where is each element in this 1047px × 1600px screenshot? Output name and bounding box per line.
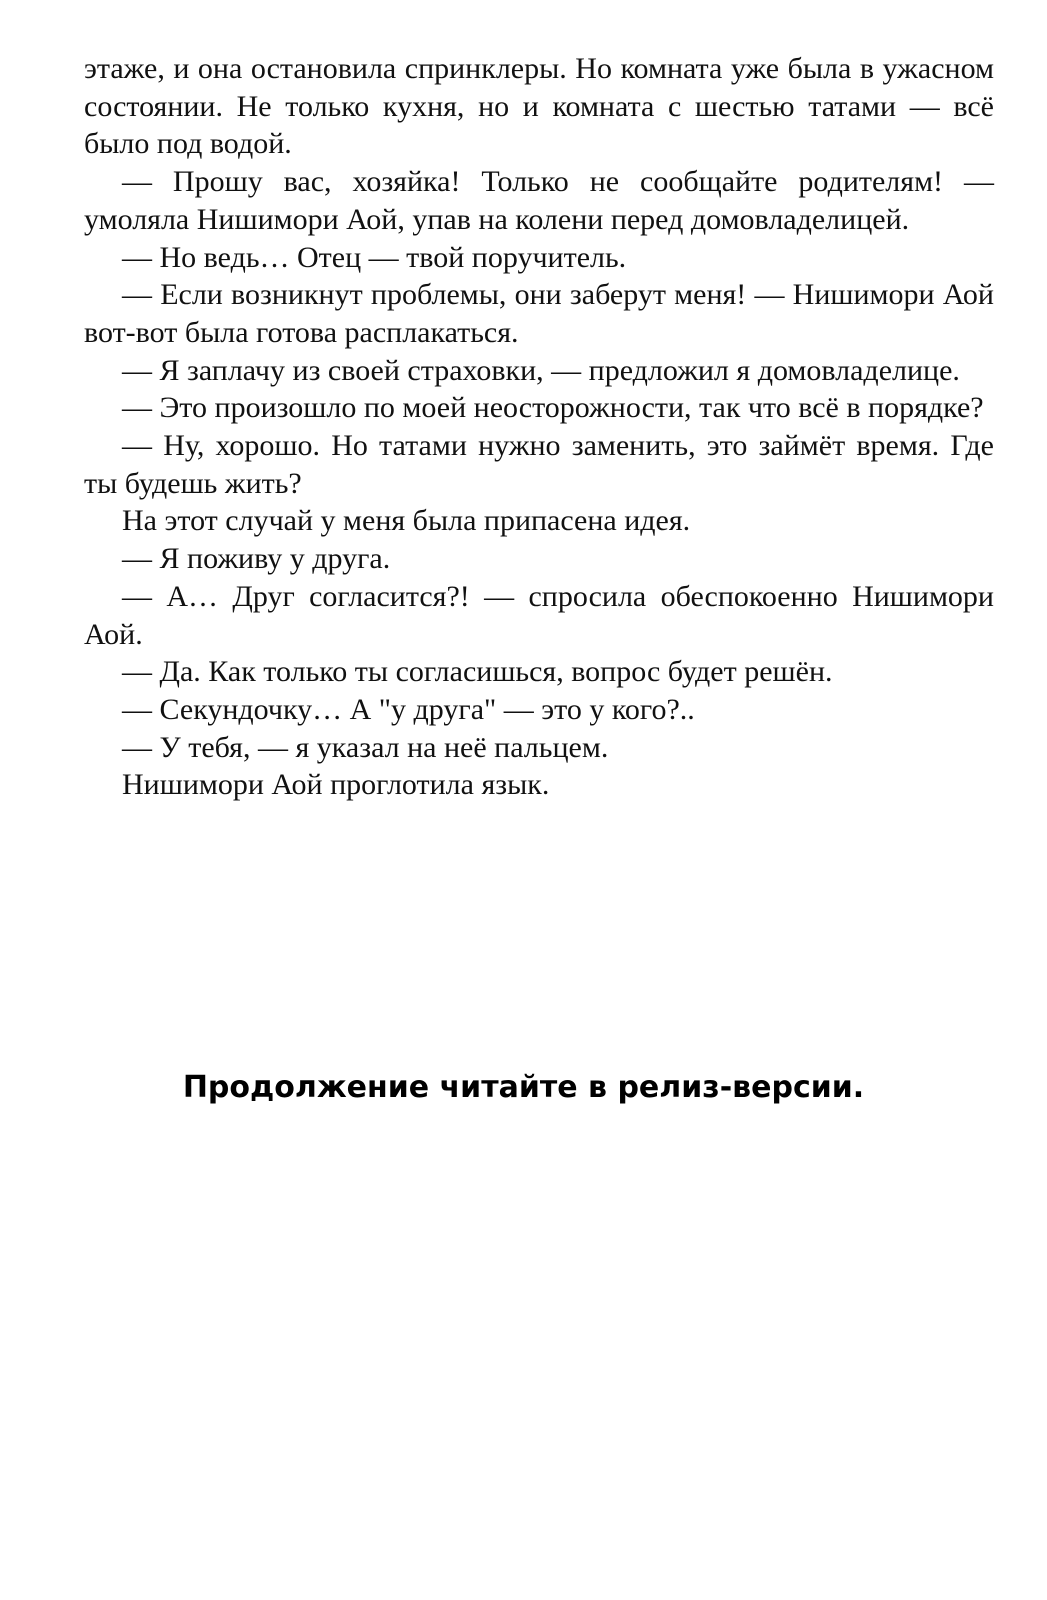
paragraph: — Это произошло по моей неосторожности, так что всё в порядке? xyxy=(122,391,984,425)
paragraph: — Да. Как только ты согласишься, вопрос будет решён. xyxy=(122,655,833,689)
paragraph: На этот случай у меня была припасена идея. xyxy=(122,504,691,538)
paragraph: — Прошу вас, хозяйка! Только не сообщайте родителям! — умоляла Нишимори Аой, упав на колени перед домовладелицей. xyxy=(84,165,994,236)
paragraph: этаже, и она остановила спринклеры. Но комната уже была в ужасном состоянии. Не только кухня, но и комната с шестью татами — всё было под водой. xyxy=(84,52,994,161)
continuation-note: Продолжение читайте в релиз-версии. xyxy=(182,1070,865,1105)
paragraph: — Ну, хорошо. Но татами нужно заменить, это займёт время. Где ты будешь жить? xyxy=(84,429,994,500)
paragraph: — А… Друг согласится?! — спросила обеспокоенно Нишимори Аой. xyxy=(84,579,994,651)
paragraph: — Но ведь… Отец — твой поручитель. xyxy=(122,240,627,274)
paragraph: — Секундочку… А "у друга" — это у кого?.. xyxy=(122,692,695,726)
paragraph: — Я заплачу из своей страховки, — предложил я домовладелице. xyxy=(122,353,960,387)
paragraph: — Я поживу у друга. xyxy=(122,542,391,576)
page-body xyxy=(84,50,994,804)
paragraph: Нишимори Аой проглотила язык. xyxy=(122,768,550,802)
paragraph: — Если возникнут проблемы, они заберут меня! — Нишимори Аой вот-вот была готова расплакаться. xyxy=(84,278,994,349)
paragraph: — У тебя, — я указал на неё пальцем. xyxy=(122,730,609,764)
